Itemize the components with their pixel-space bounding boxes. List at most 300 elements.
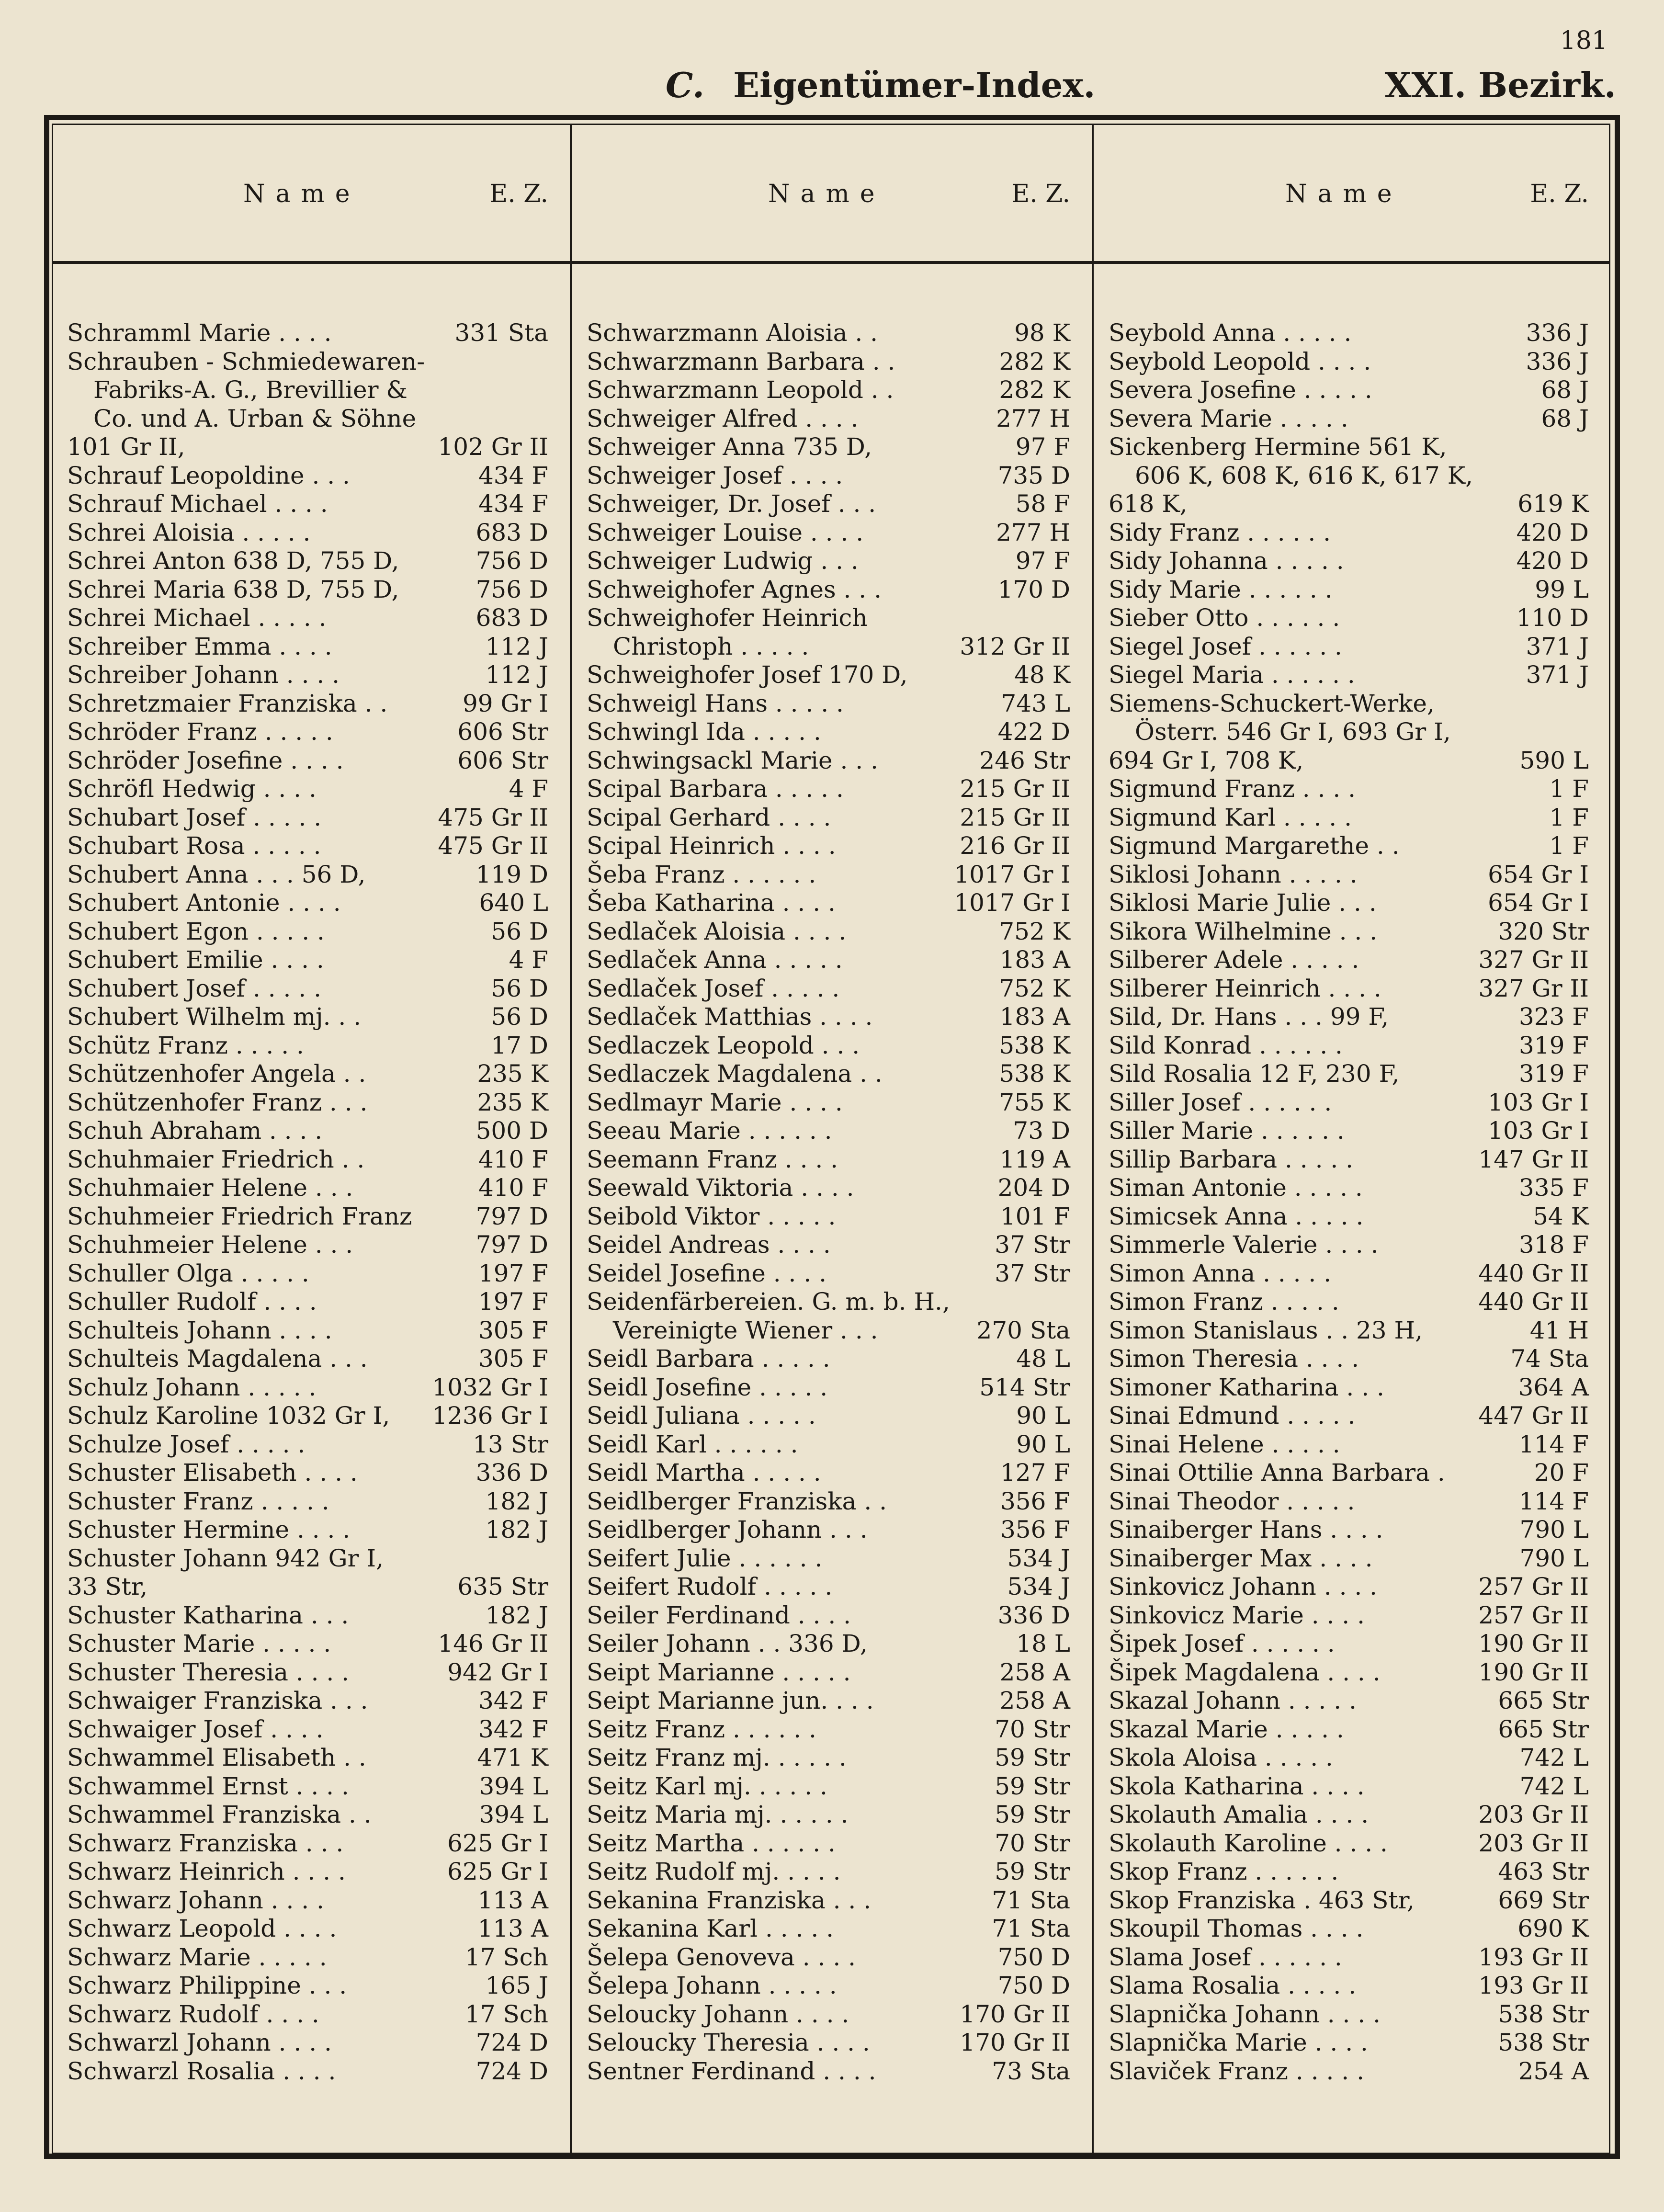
index-entry [67,945,570,974]
index-entry [67,717,570,746]
entry-ez: 204 D [997,1174,1070,1202]
entry-name: Siklosi Johann . . . . . [1109,860,1358,888]
entry-name: Schubert Antonie . . . . [67,889,341,917]
index-entry [67,2000,570,2029]
entry-name: Seipt Marianne jun. . . . [587,1687,874,1714]
index-entry [67,1943,570,1972]
entry-ez: 110 D [1516,604,1589,632]
entry-ez: 743 L [1001,689,1070,717]
entry-ez: 112 J [485,661,548,689]
index-entry [1109,1743,1610,1772]
index-entry [587,689,1092,718]
entry-name: Schubert Josef . . . . . [67,974,321,1002]
index-entry [67,1059,570,1088]
entry-name: Sentner Ferdinand . . . . [587,2057,876,2085]
entry-name: Schretzmaier Franziska . . [67,689,388,717]
entry-ez: 13 Str [473,1430,548,1458]
entry-name: Schreiber Johann . . . . [67,661,340,689]
index-entry [1109,1316,1610,1345]
entry-ez: 97 F [1015,547,1070,575]
index-entry [587,1772,1092,1801]
entry-name: Seitz Franz . . . . . . [587,1715,816,1743]
entry-ez: 356 F [1000,1487,1070,1515]
entry-name: Schützenhofer Franz . . . [67,1088,368,1116]
entry-name: Schwarz Marie . . . . . [67,1943,327,1971]
entry-ez: 410 F [478,1145,548,1173]
entry-name: Seidel Andreas . . . . [587,1231,831,1259]
index-entry [587,1743,1092,1772]
index-entry [587,1031,1092,1060]
index-entry [1109,917,1610,946]
index-entry [587,575,1092,604]
entry-ez: 625 Gr I [447,1829,548,1857]
entry-ez: 190 Gr II [1478,1658,1589,1686]
index-entry [67,860,570,889]
index-entry [587,1458,1092,1487]
entry-name: Schubart Josef . . . . . [67,803,322,831]
index-entry [587,1259,1092,1288]
entry-ez: 246 Str [979,746,1070,774]
entry-name: Schrei Michael . . . . . [67,604,327,632]
index-entry [1109,1686,1610,1715]
index-entry [67,831,570,860]
section-letter: C. [666,65,705,105]
entry-name: Christoph . . . . . [613,632,809,660]
entry-name: Schweighofer Heinrich [587,604,868,632]
entry-ez: 215 Gr II [960,803,1070,831]
entry-name: Sinai Edmund . . . . . [1109,1402,1356,1429]
entry-ez: 331 Sta [454,319,548,347]
entry-ez: 73 Sta [992,2057,1070,2085]
entry-name: Seybold Anna . . . . . [1109,319,1352,347]
column-header-name: Name [768,180,885,208]
entry-name: Schweighofer Agnes . . . [587,575,882,603]
index-column-1 [67,318,570,2105]
entry-name: Seifert Julie . . . . . . [587,1544,823,1572]
entry-ez: 735 D [997,461,1070,489]
entry-ez: 68 J [1541,376,1589,404]
entry-ez: 182 J [485,1601,548,1629]
entry-ez: 410 F [478,1174,548,1202]
entry-name: Seipt Marianne . . . . . [587,1658,851,1686]
entry-ez: 127 F [1000,1459,1070,1486]
entry-name: Slapnička Johann . . . . [1109,2000,1381,2028]
entry-ez: 420 D [1516,518,1589,546]
index-entry [1109,746,1610,775]
index-entry [1109,432,1610,461]
index-entry [1109,347,1610,376]
entry-ez: 59 Str [995,1801,1070,1828]
entry-ez: 48 K [1014,661,1070,689]
index-entry [587,1344,1092,1373]
entry-name: Sickenberg Hermine 561 K, [1109,433,1447,461]
entry-name: Schütz Franz . . . . . [67,1031,304,1059]
entry-name: Sidy Franz . . . . . . [1109,518,1331,546]
entry-name: Schuhmaier Friedrich . . [67,1145,365,1173]
entry-ez: 755 K [999,1088,1070,1116]
entry-name: Slama Josef . . . . . . [1109,1943,1342,1971]
entry-name: Sild, Dr. Hans . . . 99 F, [1109,1003,1389,1031]
entry-ez: 254 A [1518,2057,1589,2085]
index-entry [587,375,1092,404]
entry-ez: 336 J [1526,347,1589,375]
entry-ez: 112 J [485,632,548,660]
index-entry [1109,1971,1610,2000]
entry-ez: 534 J [1007,1573,1070,1600]
entry-ez: 447 Gr II [1478,1402,1589,1429]
index-entry [1109,1002,1610,1031]
entry-name: Seidlberger Johann . . . [587,1516,868,1543]
entry-name: Simicsek Anna . . . . . [1109,1202,1364,1230]
column-header-2 [572,180,1092,218]
entry-ez: 183 A [999,1003,1070,1031]
index-entry [587,432,1092,461]
index-entry [1109,1287,1610,1316]
entry-ez: 235 K [477,1060,548,1088]
entry-name: Simon Stanislaus . . 23 H, [1109,1316,1423,1344]
entry-name: Sieber Otto . . . . . . [1109,604,1340,632]
entry-name: Silberer Heinrich . . . . [1109,974,1381,1002]
entry-ez: 4 F [509,946,548,974]
index-entry [67,1886,570,1915]
entry-name: Schuller Rudolf . . . . [67,1288,317,1316]
entry-ez: 683 D [475,604,548,632]
index-entry [587,1088,1092,1117]
entry-ez: 216 Gr II [960,832,1070,860]
index-entry [1109,1344,1610,1373]
entry-name: Schubert Anna . . . 56 D, [67,860,366,888]
entry-ez: 669 Str [1498,1886,1589,1914]
entry-name: Sinaiberger Hans . . . . [1109,1516,1383,1543]
entry-ez: 336 D [475,1459,548,1486]
entry-ez: 635 Str [457,1573,548,1600]
index-entry [1109,1088,1610,1117]
entry-ez: 440 Gr II [1478,1288,1589,1316]
index-entry [1109,803,1610,832]
entry-name: Schubart Rosa . . . . . [67,832,321,860]
entry-name: Seibold Viktor . . . . . [587,1202,836,1230]
entry-ez: 750 D [997,1972,1070,1999]
index-entry [1109,1658,1610,1687]
entry-ez: 606 Str [457,718,548,746]
entry-name: Schuhmeier Friedrich Franz [67,1202,412,1230]
entry-ez: 724 D [475,2057,548,2085]
entry-ez: 101 F [1000,1202,1070,1230]
index-entry [1109,461,1610,490]
index-entry [1109,2028,1610,2057]
entry-ez: 514 Str [979,1373,1070,1401]
entry-name: Severa Marie . . . . . [1109,404,1348,432]
entry-name: Sinkovicz Marie . . . . [1109,1601,1365,1629]
entry-ez: 18 L [1016,1630,1070,1657]
entry-ez: 203 Gr II [1478,1801,1589,1828]
column-divider-1 [570,124,572,2155]
entry-ez: 146 Gr II [438,1630,548,1657]
entry-name: Seeau Marie . . . . . . [587,1117,832,1145]
entry-name: Schulteis Magdalena . . . [67,1345,368,1373]
entry-name: Siller Marie . . . . . . [1109,1117,1345,1145]
entry-ez: 327 Gr II [1478,946,1589,974]
index-entry [1109,1430,1610,1459]
index-entry [1109,1401,1610,1430]
index-entry [1109,774,1610,803]
entry-name: Seidl Josefine . . . . . [587,1373,828,1401]
entry-name: Schubert Wilhelm mj. . . [67,1003,362,1031]
entry-name: Šipek Magdalena . . . . [1109,1658,1381,1686]
index-entry [67,1002,570,1031]
index-entry [587,347,1092,376]
index-entry [67,2028,570,2057]
entry-name: Schwammel Franziska . . [67,1801,372,1828]
entry-name: Simmerle Valerie . . . . [1109,1231,1379,1259]
index-entry [1109,888,1610,917]
entry-ez: 193 Gr II [1478,1972,1589,1999]
entry-ez: 665 Str [1498,1687,1589,1714]
entry-ez: 1 F [1549,775,1589,803]
entry-ez: 17 Sch [465,2000,548,2028]
index-entry [587,746,1092,775]
entry-ez: 97 F [1015,433,1070,461]
entry-ez: 440 Gr II [1478,1259,1589,1287]
entry-ez: 113 A [477,1915,548,1942]
entry-ez: 59 Str [995,1744,1070,1771]
entry-ez: 71 Sta [992,1886,1070,1914]
index-entry [587,1686,1092,1715]
entry-name: Seemann Franz . . . . [587,1145,838,1173]
entry-name: Scipal Heinrich . . . . [587,832,836,860]
entry-name: Sinai Helene . . . . . [1109,1430,1340,1458]
entry-name: Schwarz Leopold . . . . [67,1915,337,1942]
index-entry [1109,318,1610,347]
entry-name: Schwammel Elisabeth . . [67,1744,366,1771]
entry-ez: 37 Str [995,1231,1070,1259]
entry-ez: 257 Gr II [1478,1573,1589,1600]
index-entry [1109,1857,1610,1886]
entry-ez: 434 F [478,490,548,518]
entry-name: Simon Anna . . . . . [1109,1259,1332,1287]
entry-ez: 364 A [1518,1373,1589,1401]
entry-ez: 1017 Gr I [954,889,1070,917]
index-entry [587,774,1092,803]
entry-name: Schuh Abraham . . . . [67,1117,323,1145]
entry-ez: 37 Str [995,1259,1070,1287]
index-entry [67,1857,570,1886]
entry-ez: 654 Gr I [1488,889,1589,917]
entry-name: Schwammel Ernst . . . . [67,1772,349,1800]
index-entry [67,803,570,832]
index-entry [587,1002,1092,1031]
entry-ez: 665 Str [1498,1715,1589,1743]
entry-ez: 183 A [999,946,1070,974]
entry-name: Seybold Leopold . . . . [1109,347,1371,375]
entry-name: Schröfl Hedwig . . . . [67,775,317,803]
index-entry [1109,1373,1610,1402]
index-entry [1109,1487,1610,1516]
entry-name: Skazal Johann . . . . . [1109,1687,1357,1714]
entry-ez: 4 F [509,775,548,803]
entry-ez: 500 D [475,1117,548,1145]
entry-name: Slaviček Franz . . . . . [1109,2057,1364,2085]
index-entry [587,1430,1092,1459]
index-entry [67,375,570,404]
index-entry [587,1544,1092,1573]
entry-ez: 113 A [477,1886,548,1914]
entry-ez: 170 Gr II [960,2029,1070,2056]
index-entry [1109,1202,1610,1231]
index-entry [67,1772,570,1801]
entry-name: Sedlaczek Leopold . . . [587,1031,860,1059]
entry-name: Seiler Johann . . 336 D, [587,1630,868,1657]
index-entry [1109,1715,1610,1744]
entry-ez: 319 F [1518,1060,1589,1088]
index-entry [67,1202,570,1231]
entry-ez: 538 K [999,1060,1070,1088]
index-entry [67,1686,570,1715]
entry-ez: 356 F [1000,1516,1070,1543]
entry-name: Schrei Maria 638 D, 755 D, [67,575,399,603]
index-entry [67,1914,570,1943]
entry-ez: 371 J [1526,632,1589,660]
entry-name: Seidl Karl . . . . . . [587,1430,798,1458]
entry-name: Schuster Marie . . . . . [67,1630,331,1657]
entry-name: Schweiger Josef . . . . [587,461,843,489]
entry-name: Seidl Juliana . . . . . [587,1402,816,1429]
index-entry [67,974,570,1003]
entry-name: Schweiger Alfred . . . . [587,404,859,432]
index-entry [587,1658,1092,1687]
entry-name: Schwarz Franziska . . . [67,1829,344,1857]
entry-name: Seitz Franz mj. . . . . . [587,1744,847,1771]
entry-name: Schwarz Johann . . . . [67,1886,324,1914]
index-entry [1109,2057,1610,2086]
index-entry [587,1401,1092,1430]
header-separator [52,261,1610,264]
entry-ez: 683 D [475,518,548,546]
index-entry [67,1031,570,1060]
entry-name: Seloucky Theresia . . . . [587,2029,870,2056]
column-header-name: Name [1285,180,1403,208]
column-header-3 [1094,180,1610,218]
index-entry [67,1373,570,1402]
entry-ez: 752 K [999,974,1070,1002]
entry-name: Fabriks-A. G., Brevillier & [93,376,408,404]
index-entry [587,660,1092,689]
entry-name: Sedlmayr Marie . . . . [587,1088,843,1116]
index-entry [67,1230,570,1259]
entry-name: Siemens-Schuckert-Werke, [1109,689,1435,717]
entry-name: Seloucky Johann . . . . [587,2000,849,2028]
index-entry [587,1857,1092,1886]
entry-ez: 258 A [999,1687,1070,1714]
entry-name: Šipek Josef . . . . . . [1109,1630,1335,1657]
index-entry [67,888,570,917]
index-entry [67,1743,570,1772]
entry-ez: 282 K [999,376,1070,404]
entry-ez: 1017 Gr I [954,860,1070,888]
index-entry [67,347,570,376]
index-entry [67,318,570,347]
entry-name: Sigmund Margarethe . . [1109,832,1400,860]
index-entry [1109,1145,1610,1174]
entry-ez: 193 Gr II [1478,1943,1589,1971]
index-entry [1109,518,1610,547]
entry-ez: 654 Gr I [1488,860,1589,888]
entry-ez: 756 D [475,575,548,603]
index-entry [587,717,1092,746]
entry-name: 694 Gr I, 708 K, [1109,746,1304,774]
entry-ez: 282 K [999,347,1070,375]
index-entry [587,1487,1092,1516]
index-entry [1109,1544,1610,1573]
index-entry [67,660,570,689]
entry-name: Skop Franziska . 463 Str, [1109,1886,1415,1914]
index-entry [67,1601,570,1630]
entry-name: Slapnička Marie . . . . [1109,2029,1368,2056]
entry-name: Schramml Marie . . . . [67,319,332,347]
index-entry [67,489,570,518]
entry-name: Šelepa Genoveva . . . . [587,1943,856,1971]
entry-name: Šelepa Johann . . . . . [587,1972,837,1999]
index-entry [587,2057,1092,2086]
entry-ez: 327 Gr II [1478,974,1589,1002]
entry-name: Scipal Gerhard . . . . [587,803,831,831]
entry-name: Seidel Josefine . . . . [587,1259,827,1287]
entry-ez: 90 L [1016,1402,1070,1429]
index-entry [67,518,570,547]
entry-name: Schuster Franz . . . . . [67,1487,329,1515]
entry-name: Siller Josef . . . . . . [1109,1088,1332,1116]
entry-ez: 59 Str [995,1772,1070,1800]
entry-ez: 203 Gr II [1478,1829,1589,1857]
entry-name: Sedlaček Matthias . . . . [587,1003,873,1031]
entry-ez: 312 Gr II [960,632,1070,660]
entry-ez: 742 L [1519,1772,1589,1800]
index-entry [67,1116,570,1145]
index-entry [67,1629,570,1658]
index-entry [1109,404,1610,433]
index-entry [67,1658,570,1687]
entry-ez: 277 H [996,404,1070,432]
index-entry [587,1373,1092,1402]
entry-ez: 323 F [1518,1003,1589,1031]
index-entry [587,489,1092,518]
index-entry [67,575,570,604]
index-entry [1109,1059,1610,1088]
entry-name: Schrauf Michael . . . . [67,490,328,518]
column-header-name: Name [243,180,361,208]
entry-name: Sedlaček Anna . . . . . [587,946,843,974]
entry-ez: 197 F [478,1259,548,1287]
index-entry [67,1458,570,1487]
entry-ez: 58 F [1015,490,1070,518]
index-entry [587,1572,1092,1601]
index-entry [67,917,570,946]
entry-name: Schuster Hermine . . . . [67,1516,351,1543]
entry-ez: 790 L [1519,1544,1589,1572]
entry-ez: 371 J [1526,661,1589,689]
index-entry [587,1914,1092,1943]
index-entry [587,1800,1092,1829]
entry-name: Schwingl Ida . . . . . [587,718,821,746]
page-number: 181 [1560,26,1607,55]
entry-name: Seidl Martha . . . . . [587,1459,821,1486]
entry-ez: 17 D [491,1031,548,1059]
entry-ez: 690 K [1517,1915,1589,1942]
entry-name: Siman Antonie . . . . . [1109,1174,1363,1202]
entry-name: Sidy Johanna . . . . . [1109,547,1344,575]
entry-ez: 336 D [997,1601,1070,1629]
entry-name: Schulze Josef . . . . . [67,1430,306,1458]
